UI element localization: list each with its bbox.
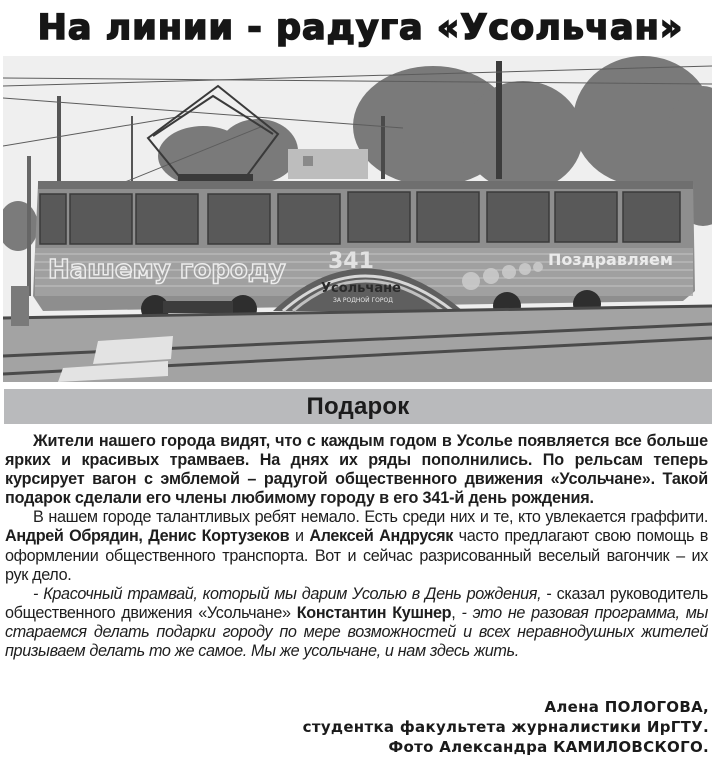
- artist-names: Андрей Обрядин, Денис Кортузеков: [5, 527, 290, 546]
- tram-photo: [3, 56, 712, 382]
- paragraph-text: часто предлагают свою помощь в оформлении общественного транспорта. Вот и сейчас разрисованный веселый вагончик – их рук дело.: [5, 527, 708, 584]
- emblem-subtitle: ЗА РОДНОЙ ГОРОД: [333, 297, 393, 304]
- graffiti-right-text: Поздравляем: [548, 250, 673, 269]
- section-heading-bar: [4, 389, 712, 424]
- paragraph-graffiti-artists: [5, 508, 708, 584]
- tram-photo-illustration: [3, 56, 712, 382]
- attribution-text: - сказал руководитель общественного движения «Усольчане»: [5, 584, 709, 622]
- emblem-title: Усольчане: [321, 281, 401, 296]
- author-name: Алена ПОЛОГОВА,: [544, 698, 709, 716]
- comma-text: ,: [451, 603, 462, 622]
- paragraph-text: В нашем городе талантливых ребят немало. Есть среди них и те, кто увлекается граффити.: [33, 508, 708, 527]
- article-body: [5, 432, 708, 661]
- author-role: студентка факультета журналистики ИрГТУ.: [302, 718, 709, 736]
- speaker-name: Константин Кушнер: [296, 603, 452, 622]
- quote-text: - Красочный трамвай, который мы дарим Усолью в День рождения,: [33, 584, 542, 603]
- section-title: Подарок: [306, 393, 410, 420]
- emblem-number: 341: [328, 249, 374, 274]
- photo-credit: Фото Александра КАМИЛОВСКОГО.: [388, 738, 709, 756]
- article-headline: На линии - радуга «Усольчан»: [37, 8, 684, 48]
- paragraph-quote: [5, 585, 708, 661]
- byline: [303, 697, 709, 757]
- graffiti-left-text: Нашему городу: [48, 255, 286, 285]
- quote-text: - это не разовая программа, мы стараемся делать подарки городу по мере возможностей и всех неравнодушных жителей призываем делать то же самое. Мы же усольчане, и нам здесь жить.: [5, 603, 708, 661]
- conjunction-text: и: [289, 527, 310, 546]
- lead-paragraph: Жители нашего города видят, что с каждым годом в Усолье появляется все больше ярких и красивых трамваев. На днях их ряды пополнились. По рельсам теперь курсирует вагон с эмблемой – радугой общественного движения «Усольчане». Такой подарок сделали его члены любимому городу в его 341-й день рождения.: [5, 432, 708, 508]
- artist-name: Алексей Андрусяк: [309, 527, 453, 546]
